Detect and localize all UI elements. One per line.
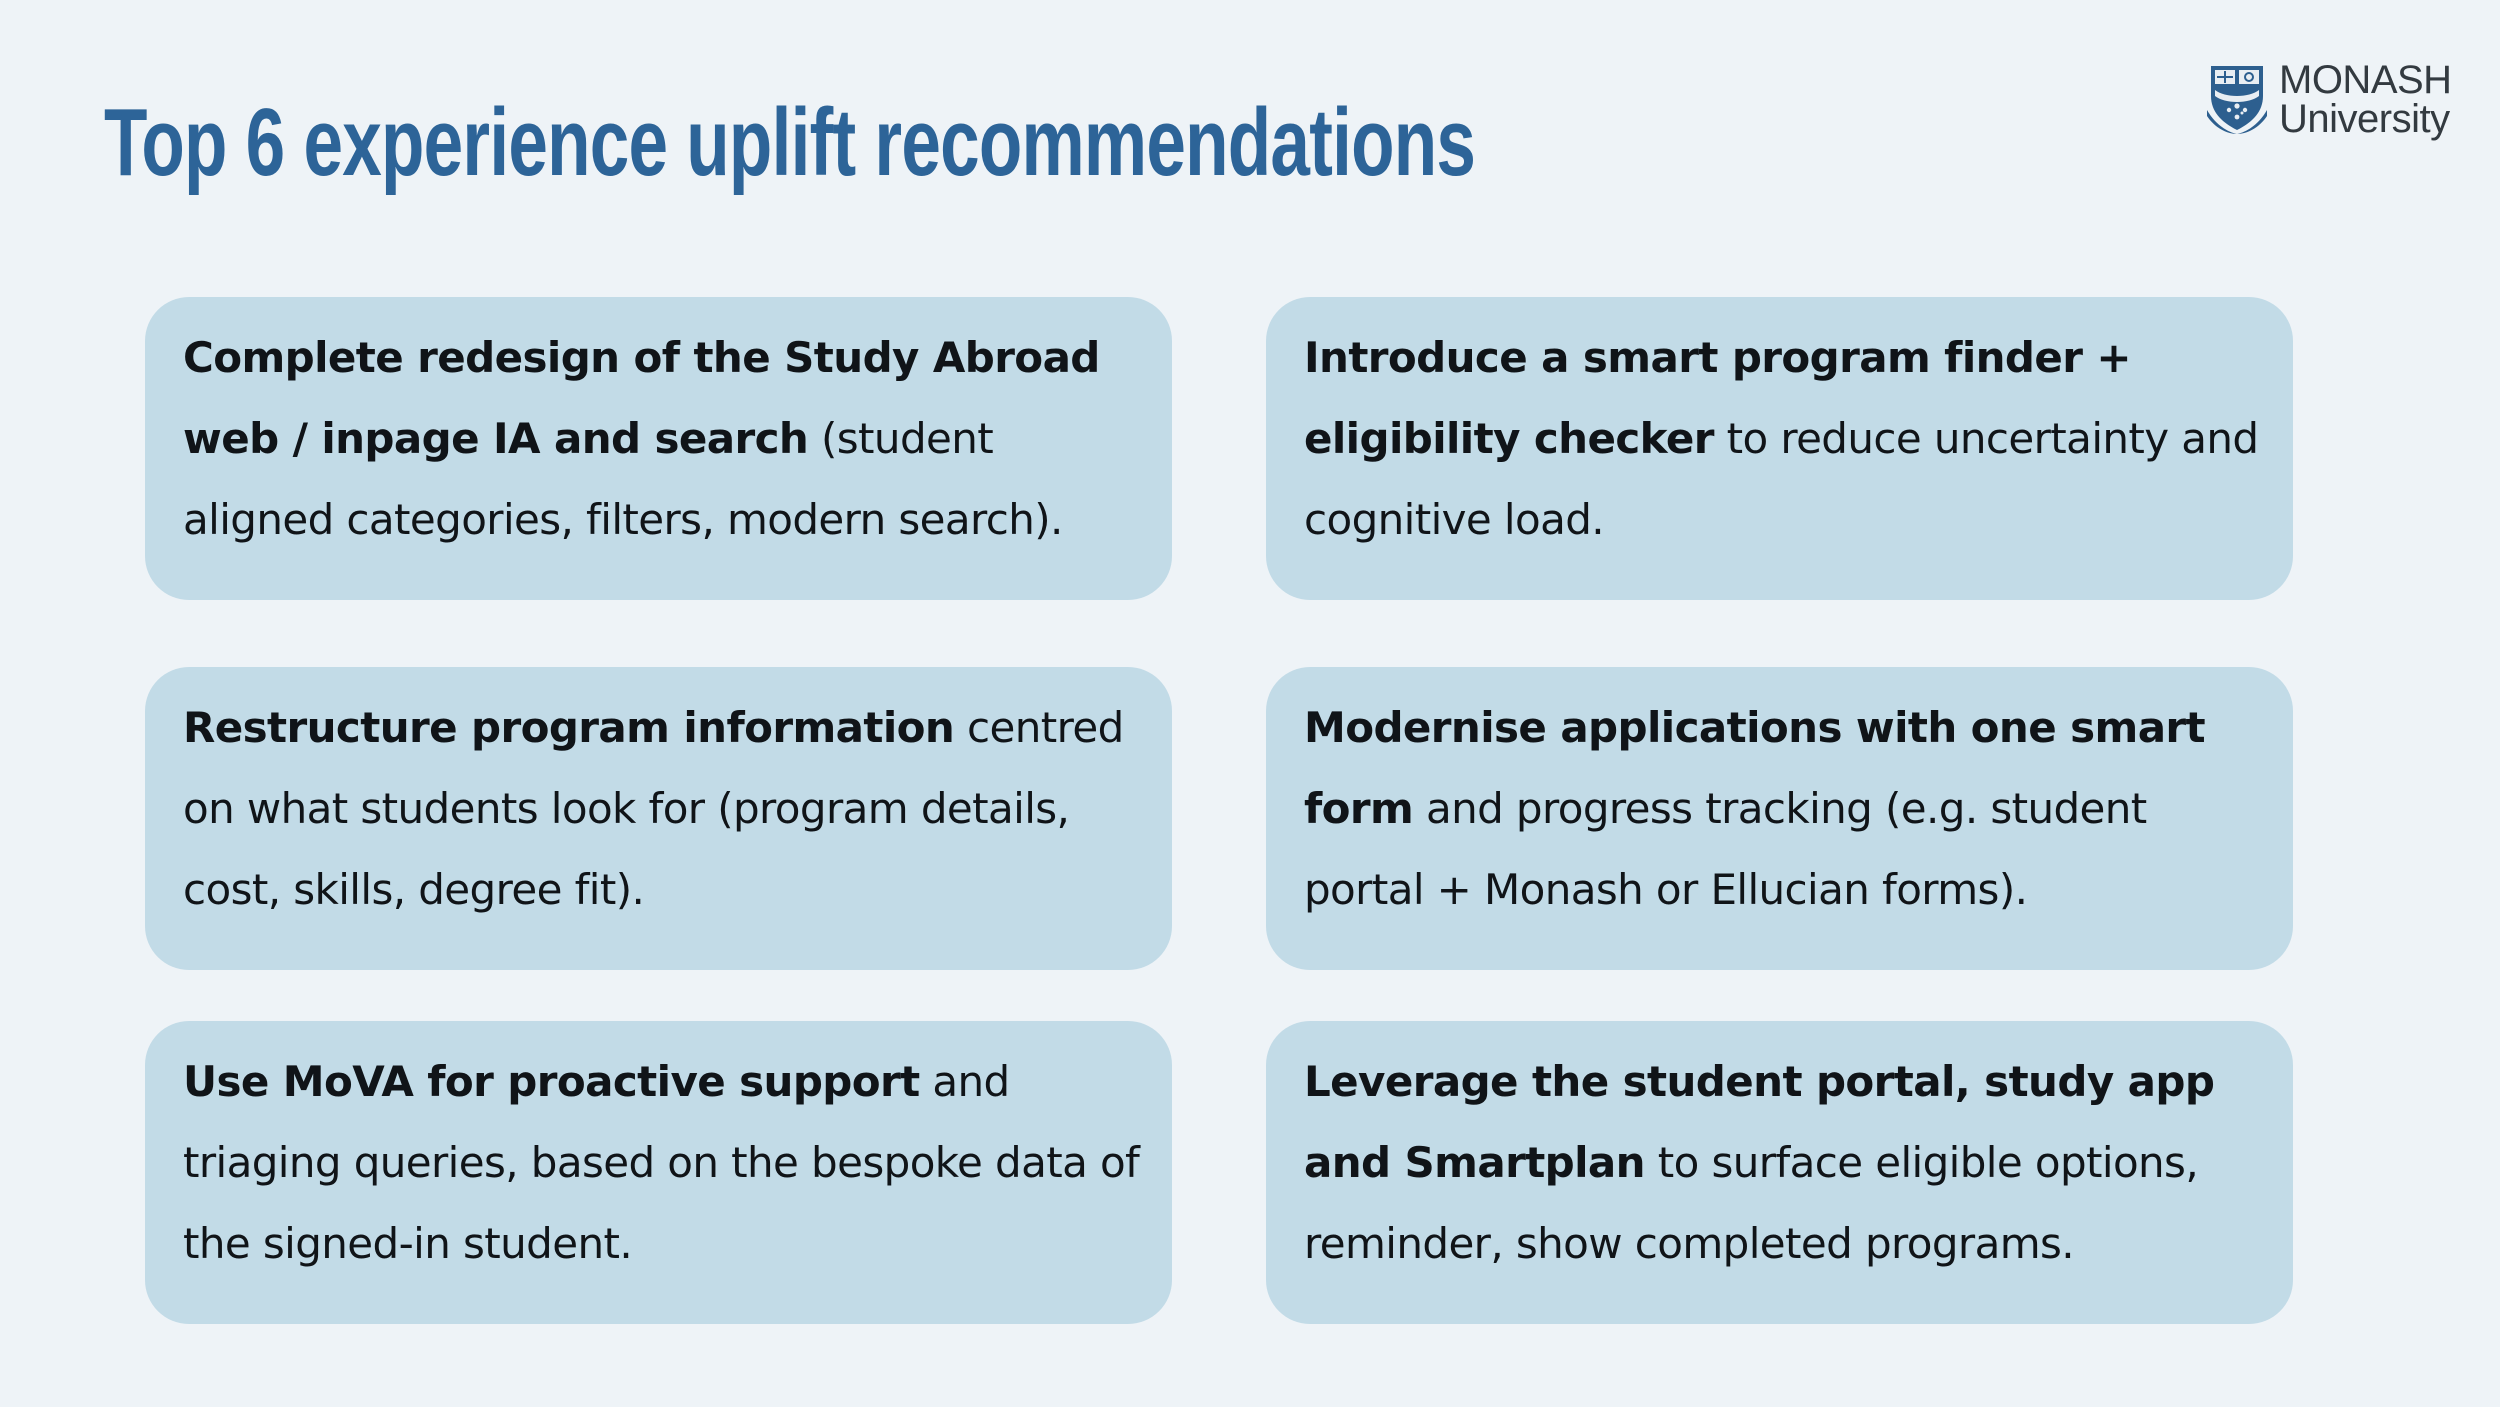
recommendation-text (1304, 1041, 2263, 1284)
recommendation-card-6 (1266, 1021, 2293, 1324)
recommendation-rest: to reduce uncertainty and cognitive load. (1304, 414, 2259, 544)
monash-crest-icon (2205, 62, 2269, 134)
logo-line-1: MONASH (2279, 58, 2452, 102)
recommendation-text (183, 1041, 1142, 1284)
recommendation-text (1304, 317, 2263, 560)
recommendation-rest: (student aligned categories, filters, modern search). (183, 414, 1063, 544)
recommendation-text (1304, 687, 2263, 930)
recommendation-bold: Use MoVA for proactive support (183, 1057, 920, 1106)
recommendation-text (183, 317, 1142, 560)
recommendation-rest: and triaging queries, based on the bespoke data of the signed-in student. (183, 1057, 1140, 1268)
recommendation-bold: Complete redesign of the Study Abroad web / inpage IA and search (183, 333, 1100, 463)
slide-title: Top 6 experience uplift recommendations (104, 89, 1476, 196)
recommendation-rest: and progress tracking (e.g. student portal + Monash or Ellucian forms). (1304, 784, 2147, 914)
recommendation-card-5 (145, 1021, 1172, 1324)
recommendation-card-2 (1266, 297, 2293, 600)
logo-wordmark (2279, 58, 2452, 141)
recommendation-card-4 (1266, 667, 2293, 970)
logo-line-2: University (2279, 97, 2450, 141)
recommendation-bold: Leverage the student portal, study app and Smartplan (1304, 1057, 2215, 1187)
recommendation-bold: Introduce a smart program finder + eligibility checker (1304, 333, 2132, 463)
recommendation-text (183, 687, 1142, 930)
recommendation-bold: Modernise applications with one smart form (1304, 703, 2206, 833)
recommendation-rest: centred on what students look for (program details, cost, skills, degree fit). (183, 703, 1124, 914)
recommendation-card-3 (145, 667, 1172, 970)
recommendation-rest: to surface eligible options, reminder, show completed programs. (1304, 1138, 2199, 1268)
recommendation-bold: Restructure program information (183, 703, 955, 752)
monash-logo (2205, 56, 2465, 146)
recommendation-card-1 (145, 297, 1172, 600)
